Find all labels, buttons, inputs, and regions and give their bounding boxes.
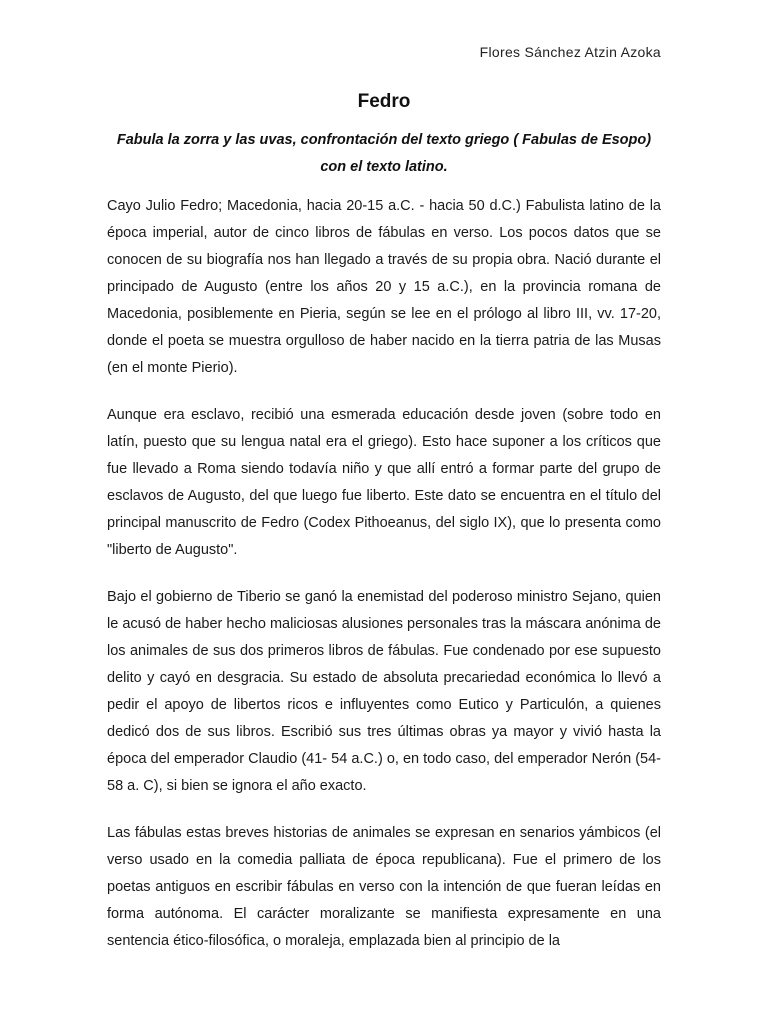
paragraph-3: Bajo el gobierno de Tiberio se ganó la enemistad del poderoso ministro Sejano, quien le acusó de haber hecho maliciosas alusiones personales tras la máscara anónima de los animales de sus dos primeros libros de fábulas. Fue condenado por ese supuesto delito y cayó en desgracia. Su estado de absoluta precariedad económica lo llevó a pedir el apoyo de libertos ricos e influyentes como Eutico y Particulón, a quienes dedicó dos de sus libros. Escribió sus tres últimas obras ya mayor y vivió hasta la época del emperador Claudio (41- 54 a.C.) o, en todo caso, del emperador Nerón (54- 58 a. C), si bien se ignora el año exacto. xyxy=(107,589,661,794)
paragraph-4: Las fábulas estas breves historias de animales se expresan en senarios yámbicos (el verso usado en la comedia palliata de época republicana). Fue el primero de los poetas antiguos en escribir fábulas en verso con la intención de que fueran leídas en forma autónoma. El carácter moralizante se manifiesta expresamente en una sentencia ético-filosófica, o moraleja, emplazada bien al principio de la xyxy=(107,825,661,949)
document-title: Fedro xyxy=(357,91,411,112)
document-subtitle: Fabula la zorra y las uvas, confrontación del texto griego ( Fabulas de Esopo) con el texto latino. xyxy=(116,132,652,175)
author-header: Flores Sánchez Atzin Azoka xyxy=(479,44,661,60)
document-body xyxy=(107,193,661,975)
paragraph-1: Cayo Julio Fedro; Macedonia, hacia 20-15 a.C. - hacia 50 d.C.) Fabulista latino de la época imperial, autor de cinco libros de fábulas en verso. Los pocos datos que se conocen de su biografía nos han llegado a través de su propia obra. Nació durante el principado de Augusto (entre los años 20 y 15 a.C.), en la provincia romana de Macedonia, posiblemente en Pieria, según se lee en el prólogo al libro III, vv. 17-20, donde el poeta se muestra orgulloso de haber nacido en la tierra patria de las Musas (en el monte Pierio). xyxy=(107,198,661,376)
paragraph-2: Aunque era esclavo, recibió una esmerada educación desde joven (sobre todo en latín, puesto que su lengua natal era el griego). Esto hace suponer a los críticos que fue llevado a Roma siendo todavía niño y que allí entró a formar parte del grupo de esclavos de Augusto, del que luego fue liberto. Este dato se encuentra en el título del principal manuscrito de Fedro (Codex Pithoeanus, del siglo IX), que lo presenta como "liberto de Augusto". xyxy=(107,407,661,558)
